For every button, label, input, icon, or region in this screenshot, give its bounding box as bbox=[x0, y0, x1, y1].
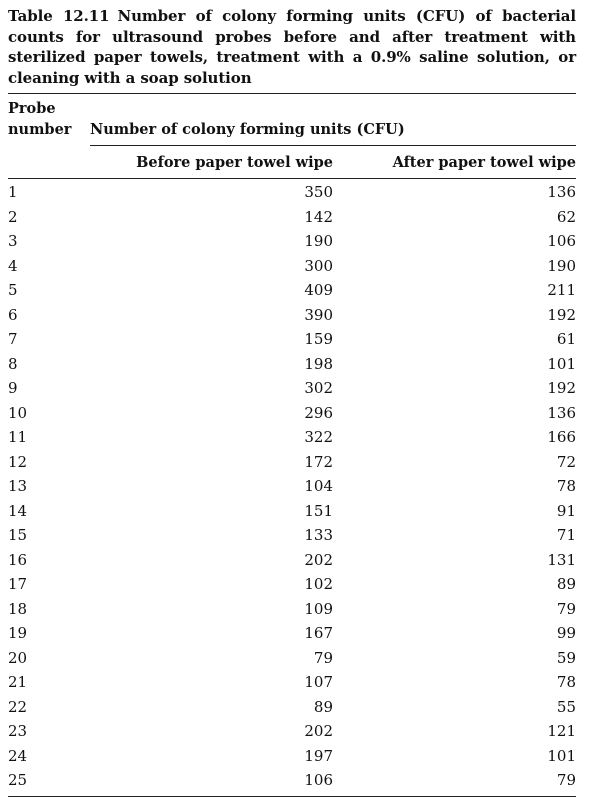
before-cfu-cell: 167 bbox=[304, 624, 333, 642]
table-row bbox=[8, 523, 576, 548]
probe-number-cell: 10 bbox=[8, 403, 28, 422]
after-cfu-cell: 211 bbox=[547, 281, 576, 299]
table-caption-text: Number of colony forming units (CFU) of bacterial counts for ultrasound probes before and after treatment with sterilized paper towels, treatment with a 0.9% saline solution, or cleaning with a soap solution bbox=[8, 7, 577, 87]
table-row bbox=[8, 352, 576, 377]
probe-number-cell: 21 bbox=[8, 673, 28, 691]
table-row bbox=[8, 597, 576, 622]
table-row bbox=[8, 205, 576, 230]
table-row bbox=[8, 768, 576, 793]
after-cfu-cell: 78 bbox=[556, 673, 576, 691]
table-row bbox=[8, 474, 576, 499]
after-cfu-cell: 166 bbox=[547, 428, 576, 446]
table-row bbox=[8, 303, 576, 328]
before-cfu-cell: 133 bbox=[304, 526, 333, 544]
table-caption bbox=[8, 6, 576, 88]
table-row bbox=[8, 695, 576, 720]
table-row bbox=[8, 572, 576, 597]
probe-number-cell: 19 bbox=[8, 624, 28, 642]
header-rule bbox=[8, 178, 576, 179]
after-cfu-cell: 131 bbox=[547, 550, 576, 569]
probe-number-cell: 24 bbox=[8, 746, 28, 765]
table-row bbox=[8, 180, 576, 205]
probe-number-cell: 9 bbox=[8, 379, 18, 397]
after-cfu-cell: 121 bbox=[547, 722, 576, 740]
after-cfu-cell: 89 bbox=[556, 575, 576, 593]
probe-number-cell: 16 bbox=[8, 550, 28, 569]
after-cfu-cell: 62 bbox=[556, 207, 576, 226]
header-number: number bbox=[8, 121, 72, 138]
before-cfu-cell: 151 bbox=[304, 501, 333, 520]
table-row bbox=[8, 425, 576, 450]
probe-number-cell: 2 bbox=[8, 207, 18, 226]
probe-number-cell: 5 bbox=[8, 281, 18, 299]
table-row bbox=[8, 254, 576, 279]
before-cfu-cell: 197 bbox=[304, 746, 333, 765]
table-row bbox=[8, 744, 576, 769]
before-cfu-cell: 350 bbox=[304, 183, 333, 201]
probe-number-cell: 13 bbox=[8, 477, 28, 495]
table-page bbox=[8, 6, 576, 797]
probe-number-cell: 3 bbox=[8, 232, 18, 250]
before-cfu-cell: 300 bbox=[304, 256, 333, 275]
table-row bbox=[8, 450, 576, 475]
after-cfu-cell: 99 bbox=[556, 624, 576, 642]
before-cfu-cell: 159 bbox=[304, 330, 333, 348]
probe-number-cell: 18 bbox=[8, 599, 28, 618]
before-cfu-cell: 102 bbox=[304, 575, 333, 593]
before-cfu-cell: 202 bbox=[304, 550, 333, 569]
before-cfu-cell: 390 bbox=[304, 305, 333, 324]
probe-number-cell: 15 bbox=[8, 526, 28, 544]
after-cfu-cell: 101 bbox=[547, 354, 576, 373]
after-cfu-cell: 192 bbox=[547, 305, 576, 324]
probe-number-cell: 17 bbox=[8, 575, 28, 593]
before-cfu-cell: 142 bbox=[304, 207, 333, 226]
before-cfu-cell: 322 bbox=[304, 428, 333, 446]
table-body bbox=[8, 180, 576, 793]
table-row bbox=[8, 278, 576, 303]
probe-number-cell: 11 bbox=[8, 428, 28, 446]
table-row bbox=[8, 670, 576, 695]
before-cfu-cell: 302 bbox=[304, 379, 333, 397]
bottom-rule bbox=[8, 796, 576, 797]
after-cfu-cell: 61 bbox=[556, 330, 576, 348]
after-cfu-cell: 101 bbox=[547, 746, 576, 765]
header-cfu: Number of colony forming units (CFU) bbox=[90, 121, 405, 138]
table-row bbox=[8, 401, 576, 426]
after-cfu-cell: 192 bbox=[547, 379, 576, 397]
probe-number-cell: 12 bbox=[8, 452, 28, 471]
table-row bbox=[8, 621, 576, 646]
before-cfu-cell: 202 bbox=[304, 722, 333, 740]
probe-number-cell: 14 bbox=[8, 501, 28, 520]
after-cfu-cell: 106 bbox=[547, 232, 576, 250]
before-cfu-cell: 109 bbox=[304, 599, 333, 618]
table-row bbox=[8, 548, 576, 573]
after-cfu-cell: 190 bbox=[547, 256, 576, 275]
after-cfu-cell: 136 bbox=[547, 183, 576, 201]
probe-number-cell: 25 bbox=[8, 771, 28, 789]
header-probe: Probe bbox=[8, 100, 56, 117]
probe-number-cell: 8 bbox=[8, 354, 18, 373]
probe-number-cell: 20 bbox=[8, 648, 28, 667]
probe-number-cell: 7 bbox=[8, 330, 18, 348]
before-cfu-cell: 296 bbox=[304, 403, 333, 422]
before-cfu-cell: 409 bbox=[304, 281, 333, 299]
after-cfu-cell: 55 bbox=[556, 697, 576, 716]
before-cfu-cell: 106 bbox=[304, 771, 333, 789]
header-after: After paper towel wipe bbox=[392, 154, 576, 171]
before-cfu-cell: 89 bbox=[313, 697, 333, 716]
after-cfu-cell: 91 bbox=[556, 501, 576, 520]
table-row bbox=[8, 499, 576, 524]
table-row bbox=[8, 719, 576, 744]
before-cfu-cell: 104 bbox=[304, 477, 333, 495]
after-cfu-cell: 79 bbox=[556, 599, 576, 618]
before-cfu-cell: 79 bbox=[313, 648, 333, 667]
header-before: Before paper towel wipe bbox=[136, 154, 333, 171]
table-row bbox=[8, 376, 576, 401]
table-row bbox=[8, 229, 576, 254]
probe-number-cell: 4 bbox=[8, 256, 18, 275]
before-cfu-cell: 198 bbox=[304, 354, 333, 373]
after-cfu-cell: 72 bbox=[556, 452, 576, 471]
before-cfu-cell: 107 bbox=[304, 673, 333, 691]
probe-number-cell: 23 bbox=[8, 722, 28, 740]
probe-number-cell: 6 bbox=[8, 305, 18, 324]
table-row bbox=[8, 646, 576, 671]
after-cfu-cell: 79 bbox=[556, 771, 576, 789]
before-cfu-cell: 190 bbox=[304, 232, 333, 250]
probe-number-cell: 22 bbox=[8, 697, 28, 716]
after-cfu-cell: 59 bbox=[556, 648, 576, 667]
table-header bbox=[8, 94, 576, 178]
probe-number-cell: 1 bbox=[8, 183, 18, 201]
after-cfu-cell: 71 bbox=[556, 526, 576, 544]
before-cfu-cell: 172 bbox=[304, 452, 333, 471]
table-label: Table 12.11 bbox=[8, 7, 110, 25]
table-row bbox=[8, 327, 576, 352]
header-subrule bbox=[90, 145, 576, 146]
after-cfu-cell: 136 bbox=[547, 403, 576, 422]
after-cfu-cell: 78 bbox=[556, 477, 576, 495]
